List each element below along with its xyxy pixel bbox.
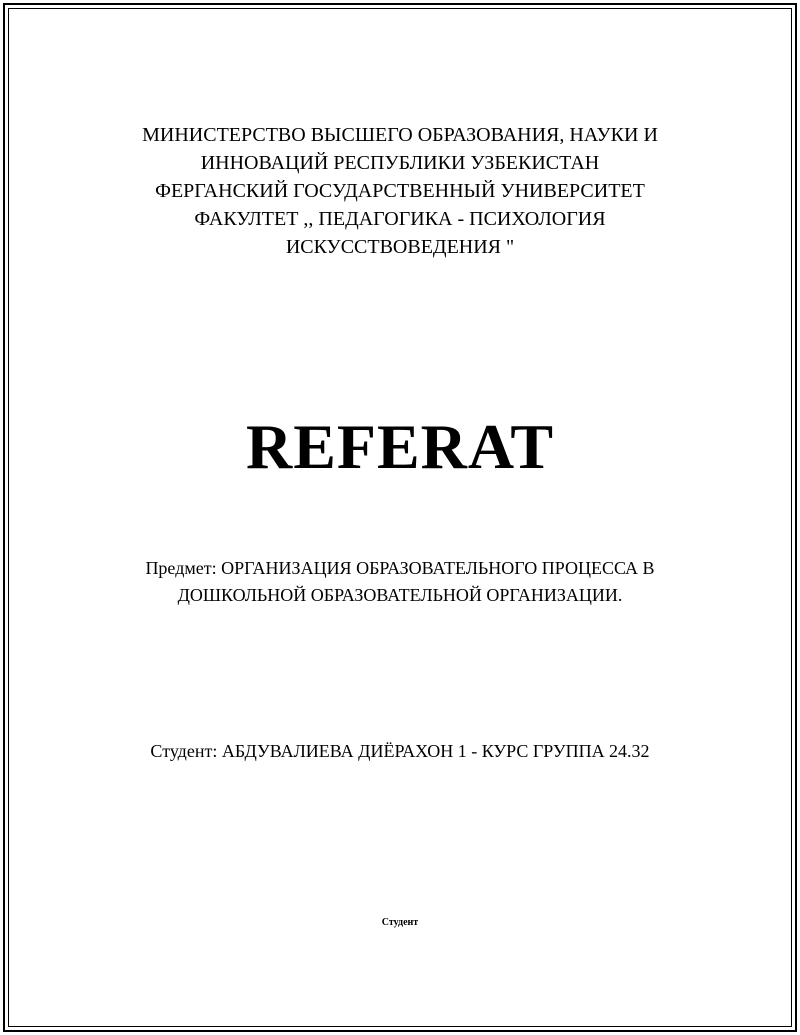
header-line: ИННОВАЦИЙ РЕСПУБЛИКИ УЗБЕКИСТАН — [200, 152, 600, 174]
subject-line: ДОШКОЛЬНОЙ ОБРАЗОВАТЕЛЬНОЙ ОРГАНИЗАЦИИ. — [177, 585, 623, 605]
header-line: МИНИСТЕРСТВО ВЫСШЕГО ОБРАЗОВАНИЯ, НАУКИ И — [142, 124, 658, 146]
footer-label: Студент — [381, 917, 419, 928]
subject-line: Предмет: ОРГАНИЗАЦИЯ ОБРАЗОВАТЕЛЬНОГО ПРОЦЕССА В — [145, 558, 655, 578]
subject-description — [0, 555, 800, 609]
institution-header — [0, 121, 800, 261]
student-info: Студент: АБДУВАЛИЕВА ДИЁРАХОН 1 - КУРС ГРУППА 24.32 — [150, 741, 650, 761]
document-title: REFERAT — [245, 411, 555, 482]
header-line: ИСКУССТВОВЕДЕНИЯ " — [285, 236, 515, 258]
header-line: ФЕРГАНСКИЙ ГОСУДАРСТВЕННЫЙ УНИВЕРСИТЕТ — [155, 180, 645, 202]
header-line: ФАКУЛТЕТ ,, ПЕДАГОГИКА - ПСИХОЛОГИЯ — [194, 208, 606, 230]
